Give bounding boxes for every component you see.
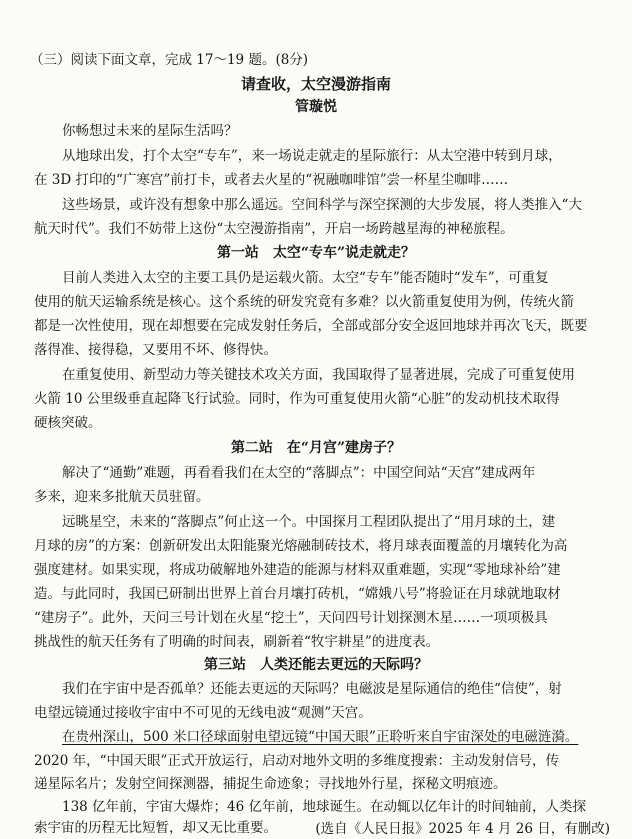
paragraph-line: 在重复使用、新型动力等关键技术攻关方面，我国取得了显著进展，完成了可重复使用 — [62, 367, 575, 383]
underlined-sentence: 在贵州深山，500 米口径球面射电望远镜“中国天眼”正聆听来自宇宙深处的电磁涟漪。 — [62, 729, 579, 745]
paragraph-line: 都是一次性使用，现在却想要在完成发射任务后，全部或部分安全返回地球并再次飞天，既要 — [34, 318, 588, 334]
paragraph-line: 2020 年，“中国天眼”正式开放运行，启动对地外文明的多维度搜索：主动发射信号，传 — [34, 753, 559, 769]
paragraph-line: 我们在宇宙中是否孤单？还能去更远的天际吗？电磁波是星际通信的绝佳“信使”，射 — [62, 681, 562, 697]
paragraph-line: 这些场景，或许没有想象中那么遥远。空间科学与深空探测的大步发展，将人类推入“大 — [62, 197, 582, 213]
paragraph-line: 目前人类进入太空的主要工具仍是运载火箭。太空“专车”能否随时“发车”，可重复 — [62, 270, 549, 286]
paragraph-line: 落得准、接得稳，又要用不坏、修得快。 — [34, 342, 277, 358]
paragraph-line: 月球的房”的方案：创新研发出太阳能聚光熔融制砖技术，将月球表面覆盖的月壤转化为高 — [34, 538, 568, 554]
paragraph-line: 递星际名片；发射空间探测器，捕捉生命迹象；寻找地外行星，探秘文明痕迹。 — [34, 776, 507, 792]
article-author: 管璇悦 — [295, 99, 337, 115]
section-heading-station1: 第一站 太空“专车”说走就走？ — [216, 245, 416, 261]
paragraph-line: 造。与此同时，我国已研制出世界上首台月壤打砖机，“嫦娥八号”将验证在月球就地取材 — [34, 586, 561, 602]
article-title: 请查收，太空漫游指南 — [240, 75, 391, 93]
paragraph-line: 从地球出发，打个太空“专车”，来一场说走就走的星际旅行：从太空港中转到月球， — [62, 148, 562, 164]
section-heading-station3: 第三站 人类还能去更远的天际吗？ — [204, 657, 428, 673]
paragraph-line: 电望远镜通过接收宇宙中不可见的无线电波“观测”天宫。 — [34, 705, 372, 721]
paragraph-line: 在 3D 打印的“广寒宫”前打卡，或者去火星的“祝融咖啡馆”尝一杯星尘咖啡…… — [34, 172, 509, 188]
paragraph-line: 你畅想过未来的星际生活吗？ — [62, 123, 238, 139]
paragraph-line: 航天时代”。我们不妨带上这份“太空漫游指南”，开启一场跨越星海的神秘旅程。 — [34, 221, 514, 237]
source-citation: (选自《人民日报》2025 年 4 月 26 日，有删改) — [315, 821, 610, 837]
paragraph-line: 远眺星空，未来的“落脚点”何止这一个。中国探月工程团队提出了“用月球的土，建 — [62, 514, 556, 530]
section-heading-station2: 第二站 在“月宫”建房子？ — [230, 440, 402, 456]
section-intro: （三）阅读下面文章，完成 17～19 题。(8分) — [30, 52, 309, 68]
paragraph-line: 索宇宙的历程无比短暂，却又无比重要。 — [34, 820, 277, 836]
paragraph-line: 硬核突破。 — [34, 415, 102, 431]
paragraph-line: 火箭 10 公里级垂直起降飞行试验。同时，作为可重复使用火箭“心脏”的发动机技术取得 — [34, 391, 560, 407]
paragraph-line: 解决了“通勤”难题，再看看我们在太空的“落脚点”：中国空间站“天宫”建成两年 — [62, 465, 536, 481]
paragraph-line: 挑战性的航天任务有了明确的时间表，刷新着“牧宇耕星”的进度表。 — [34, 634, 440, 650]
paragraph-line: “建房子”。此外，天问三号计划在火星“挖土”，天问四号计划探测木星……一项项极具 — [34, 610, 548, 626]
paragraph-line: 强度建材。如果实现，将成功破解地外建造的能源与材料双重难题，实现“零地球补给”建 — [34, 562, 561, 578]
paragraph-line: 多来，迎来多批航天员驻留。 — [34, 489, 210, 505]
paragraph-line: 138 亿年前，宇宙大爆炸；46 亿年前，地球诞生。在动辄以亿年计的时间轴前，人类探 — [62, 799, 587, 815]
paragraph-line: 使用的航天运输系统是核心。这个系统的研发究竟有多难？以火箭重复使用为例，传统火箭 — [34, 294, 574, 310]
